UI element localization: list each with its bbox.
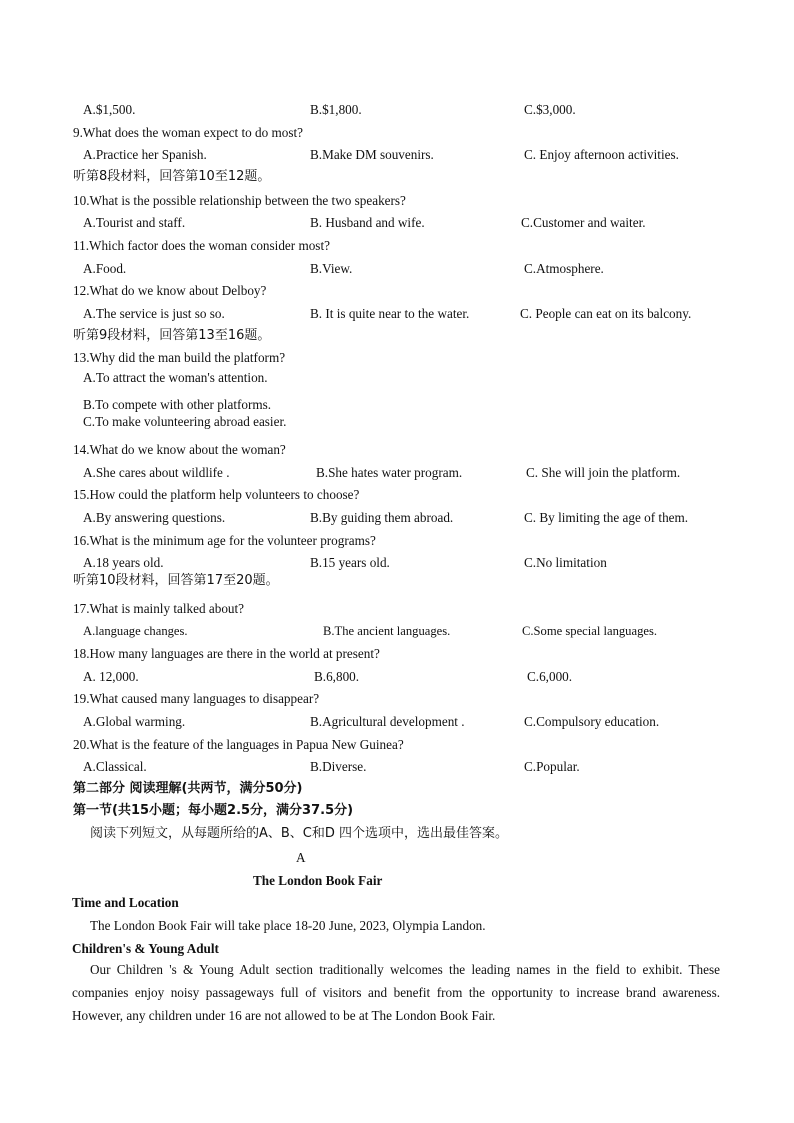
q20-option-c: C.Popular. [524, 759, 580, 774]
q15-text: 15.How could the platform help volunteers to choose? [73, 487, 360, 502]
q19-option-a: A.Global warming. [83, 714, 186, 729]
q19-option-b: B.Agricultural development . [310, 714, 465, 729]
passage-letter: A [296, 850, 306, 865]
q8-option-a: A.$1,500. [83, 102, 136, 117]
q9-option-a: A.Practice her Spanish. [83, 147, 207, 162]
q13-option-a: A.To attract the woman's attention. [83, 370, 268, 385]
q10-option-b: B. Husband and wife. [310, 215, 425, 230]
q20-text: 20.What is the feature of the languages in Papua New Guinea? [73, 737, 404, 752]
q18-option-c: C.6,000. [527, 669, 573, 684]
q9-option-c: C. Enjoy afternoon activities. [524, 147, 679, 162]
q12-text: 12.What do we know about Delboy? [73, 283, 267, 298]
q15-option-c: C. By limiting the age of them. [524, 510, 689, 525]
q10-option-a: A.Tourist and staff. [83, 215, 186, 230]
q14-option-c: C. She will join the platform. [526, 465, 681, 480]
section10-instruction: 听第10段材料，回答第17至20题。 [73, 573, 279, 588]
q15-option-b: B.By guiding them abroad. [310, 510, 454, 525]
q17-option-a: A.language changes. [83, 624, 188, 638]
q12-option-b: B. It is quite near to the water. [310, 306, 470, 321]
q16-text: 16.What is the minimum age for the volunteer programs? [73, 533, 376, 548]
q20-option-a: A.Classical. [83, 759, 147, 774]
q13-text: 13.Why did the man build the platform? [73, 350, 286, 365]
q11-option-c: C.Atmosphere. [524, 261, 604, 276]
section8-instruction: 听第8段材料，回答第10至12题。 [73, 169, 271, 184]
heading-time-location: Time and Location [72, 895, 179, 910]
section9-instruction: 听第9段材料，回答第13至16题。 [73, 328, 271, 343]
passage-title: The London Book Fair [253, 873, 383, 888]
q10-text: 10.What is the possible relationship between the two speakers? [73, 193, 406, 208]
q11-option-a: A.Food. [83, 261, 127, 276]
q14-option-b: B.She hates water program. [316, 465, 463, 480]
q9-text: 9.What does the woman expect to do most? [73, 125, 303, 140]
q12-option-c: C. People can eat on its balcony. [520, 306, 692, 321]
paragraph-time-location: The London Book Fair will take place 18-20 June, 2023, Olympia Landon. [90, 918, 486, 933]
reading-instruction: 阅读下列短文，从每题所给的A、B、C和D 四个选项中，选出最佳答案。 [90, 826, 509, 841]
q18-option-a: A. 12,000. [83, 669, 139, 684]
q16-option-a: A.18 years old. [83, 555, 164, 570]
reading-part-title: 第二部分 阅读理解(共两节，满分50分) [73, 781, 303, 796]
q10-option-c: C.Customer and waiter. [521, 215, 646, 230]
q8-option-c: C.$3,000. [524, 102, 576, 117]
paragraph-childrens-young-adult: Our Children 's & Young Adult section traditionally welcomes the leading names in the field to exhibit. These companies enjoy noisy passageways full of visitors and benefit from the opportunity to increase brand awareness. However, any children under 16 are not allowed to be at The London Book Fair. [72, 962, 720, 1023]
reading-section-title: 第一节(共15小题；每小题2.5分，满分37.5分) [73, 803, 354, 818]
q16-option-b: B.15 years old. [310, 555, 390, 570]
q14-text: 14.What do we know about the woman? [73, 442, 286, 457]
q17-text: 17.What is mainly talked about? [73, 601, 245, 616]
q12-option-a: A.The service is just so so. [83, 306, 225, 321]
q16-option-c: C.No limitation [524, 555, 607, 570]
q18-option-b: B.6,800. [314, 669, 360, 684]
q17-option-b: B.The ancient languages. [323, 624, 451, 638]
q11-option-b: B.View. [310, 261, 353, 276]
q13-option-b: B.To compete with other platforms. [83, 397, 272, 412]
q11-text: 11.Which factor does the woman consider most? [73, 238, 330, 253]
heading-childrens-young-adult: Children's & Young Adult [72, 941, 219, 956]
q20-option-b: B.Diverse. [310, 759, 367, 774]
q17-option-c: C.Some special languages. [522, 624, 658, 638]
q9-option-b: B.Make DM souvenirs. [310, 147, 434, 162]
q19-text: 19.What caused many languages to disappear? [73, 691, 320, 706]
q15-option-a: A.By answering questions. [83, 510, 226, 525]
q19-option-c: C.Compulsory education. [524, 714, 660, 729]
q13-option-c: C.To make volunteering abroad easier. [83, 414, 287, 429]
q8-option-b: B.$1,800. [310, 102, 362, 117]
q14-option-a: A.She cares about wildlife . [83, 465, 230, 480]
q18-text: 18.How many languages are there in the world at present? [73, 646, 380, 661]
